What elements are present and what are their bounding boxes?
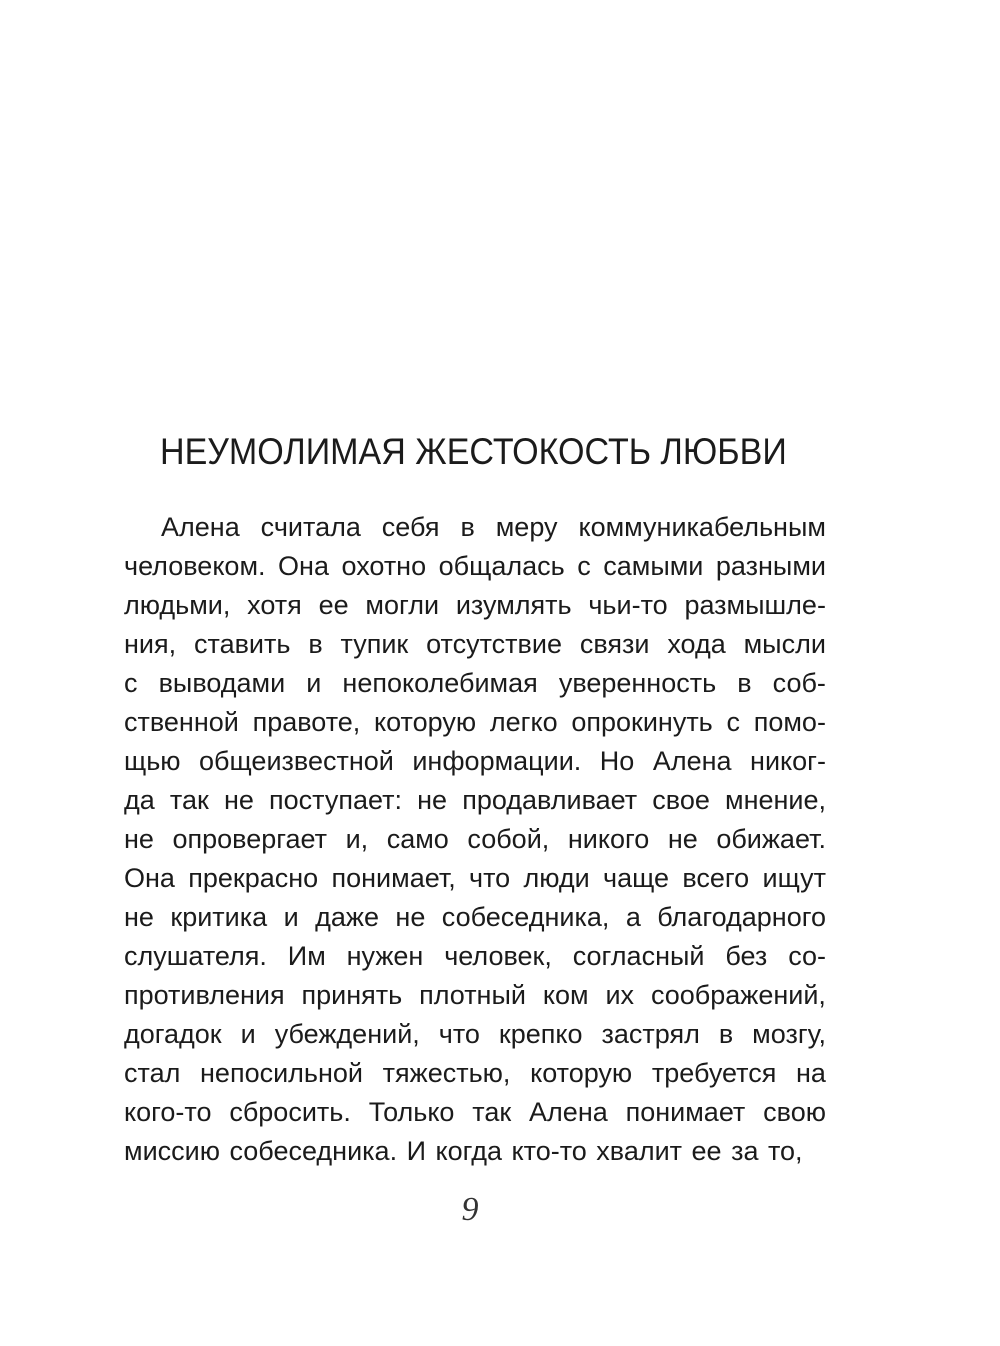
- word: себя: [381, 512, 440, 542]
- word: которую: [530, 1058, 633, 1088]
- text-line: [124, 976, 826, 1015]
- text-line: [124, 547, 826, 586]
- text-line: [124, 781, 826, 820]
- word: считала: [260, 512, 361, 542]
- word: и: [283, 902, 299, 932]
- word: уверенность: [558, 668, 717, 698]
- word: Им: [287, 941, 326, 971]
- word: да: [124, 785, 155, 815]
- word: всего: [682, 863, 750, 893]
- word: и: [306, 668, 322, 698]
- text-line: миссию собеседника. И когда кто-то хвалит ее за то,: [124, 1136, 803, 1166]
- word: продавливает: [462, 785, 638, 815]
- word: чаще: [603, 863, 670, 893]
- word: щью: [124, 746, 181, 776]
- word: обижает.: [716, 824, 826, 854]
- word: правоте,: [252, 707, 361, 737]
- word: критика: [170, 902, 268, 932]
- word: даже: [315, 902, 379, 932]
- word: чьи-то: [588, 590, 668, 620]
- text-line: [124, 1093, 826, 1132]
- text-line: [124, 937, 826, 976]
- word: плотный: [419, 980, 526, 1010]
- word: выводами: [158, 668, 286, 698]
- word: согласный: [572, 941, 705, 971]
- word: слушателя.: [124, 941, 267, 971]
- word: благодарного: [657, 902, 826, 932]
- word: в: [718, 1019, 734, 1049]
- word: охотно: [341, 551, 427, 581]
- word: отсутствие: [426, 629, 562, 659]
- word: с: [577, 551, 591, 581]
- word: человек,: [444, 941, 552, 971]
- word: Алена: [529, 1097, 608, 1127]
- word: легко: [489, 707, 558, 737]
- word: противления: [124, 980, 285, 1010]
- word: информации.: [412, 746, 582, 776]
- word: принять: [301, 980, 403, 1010]
- text-line: [124, 742, 826, 781]
- word: ищут: [762, 863, 826, 893]
- word: мозгу,: [752, 1019, 826, 1049]
- chapter-title: НЕУМОЛИМАЯ ЖЕСТОКОСТЬ ЛЮБВИ: [160, 431, 787, 472]
- word: разными: [715, 551, 826, 581]
- word: их: [605, 980, 635, 1010]
- word: в: [308, 629, 323, 659]
- text-line: [124, 508, 826, 547]
- word: нужен: [346, 941, 424, 971]
- word: в: [460, 512, 475, 542]
- word: мысли: [743, 629, 826, 659]
- word: непоколебимая: [342, 668, 538, 698]
- word: меру: [495, 512, 558, 542]
- word: соб-: [772, 668, 826, 698]
- word: не: [667, 824, 698, 854]
- word: так: [472, 1097, 512, 1127]
- word: опрокинуть: [571, 707, 713, 737]
- word: понимает: [625, 1097, 746, 1127]
- word: ее: [318, 590, 349, 620]
- word: человеком.: [124, 551, 266, 581]
- word: догадок: [124, 1019, 222, 1049]
- word: и: [240, 1019, 256, 1049]
- text-line: [124, 1015, 826, 1054]
- word: требуется: [651, 1058, 777, 1088]
- word: с: [726, 707, 740, 737]
- word: прекрасно: [188, 863, 319, 893]
- word: изумлять: [455, 590, 572, 620]
- text-line: [124, 820, 826, 859]
- word: застрял: [601, 1019, 700, 1049]
- text-line: [124, 664, 826, 703]
- word: Алена: [161, 512, 240, 542]
- word: свою: [763, 1097, 826, 1127]
- word: не: [223, 785, 254, 815]
- word: и,: [345, 824, 369, 854]
- word: без: [725, 941, 768, 971]
- word: Но: [599, 746, 635, 776]
- word: самыми: [603, 551, 704, 581]
- word: людьми,: [124, 590, 231, 620]
- word: так: [169, 785, 209, 815]
- word: а: [625, 902, 641, 932]
- word: непосильной: [200, 1058, 363, 1088]
- text-line: [124, 625, 826, 664]
- word: на: [796, 1058, 826, 1088]
- word: что: [438, 1019, 480, 1049]
- word: Она: [278, 551, 329, 581]
- word: помо-: [753, 707, 826, 737]
- body-paragraph: [124, 508, 826, 1171]
- word: никог-: [750, 746, 826, 776]
- word: ком: [542, 980, 589, 1010]
- word: ставить: [194, 629, 291, 659]
- word: не: [124, 902, 154, 932]
- word: никого: [567, 824, 650, 854]
- word: с: [124, 668, 138, 698]
- word: само: [386, 824, 449, 854]
- word: размышле-: [684, 590, 826, 620]
- word: убеждений,: [274, 1019, 420, 1049]
- word: которую: [374, 707, 477, 737]
- page-number: 9: [461, 1191, 479, 1228]
- word: мнение,: [725, 785, 826, 815]
- word: в: [737, 668, 752, 698]
- text-line: [124, 859, 826, 898]
- word: ственной: [124, 707, 239, 737]
- text-line: [124, 586, 826, 625]
- word: соображений,: [650, 980, 826, 1010]
- word: кого-то: [124, 1097, 212, 1127]
- word: понимает,: [331, 863, 456, 893]
- word: Алена: [652, 746, 732, 776]
- word: собой,: [467, 824, 550, 854]
- word: не: [395, 902, 426, 932]
- word: хода: [667, 629, 726, 659]
- word: коммуникабельным: [578, 512, 826, 542]
- word: Только: [368, 1097, 455, 1127]
- word: общалась: [438, 551, 565, 581]
- word: поступает:: [269, 785, 402, 815]
- word: тупик: [340, 629, 409, 659]
- word: могли: [365, 590, 440, 620]
- word: хотя: [247, 590, 302, 620]
- word: сбросить.: [229, 1097, 351, 1127]
- word: ния,: [124, 629, 177, 659]
- word: крепко: [498, 1019, 583, 1049]
- word: свое: [652, 785, 710, 815]
- word: собеседника,: [441, 902, 610, 932]
- word: опровергает: [172, 824, 327, 854]
- word: связи: [579, 629, 650, 659]
- word: люди: [523, 863, 590, 893]
- word: Она: [124, 863, 175, 893]
- word: что: [469, 863, 511, 893]
- text-line: [124, 1054, 826, 1093]
- word: тяжестью,: [382, 1058, 511, 1088]
- text-line: [124, 898, 826, 937]
- word: общеизвестной: [199, 746, 394, 776]
- word: со-: [788, 941, 826, 971]
- word: стал: [124, 1058, 181, 1088]
- word: не: [417, 785, 448, 815]
- word: не: [124, 824, 154, 854]
- text-line: [124, 703, 826, 742]
